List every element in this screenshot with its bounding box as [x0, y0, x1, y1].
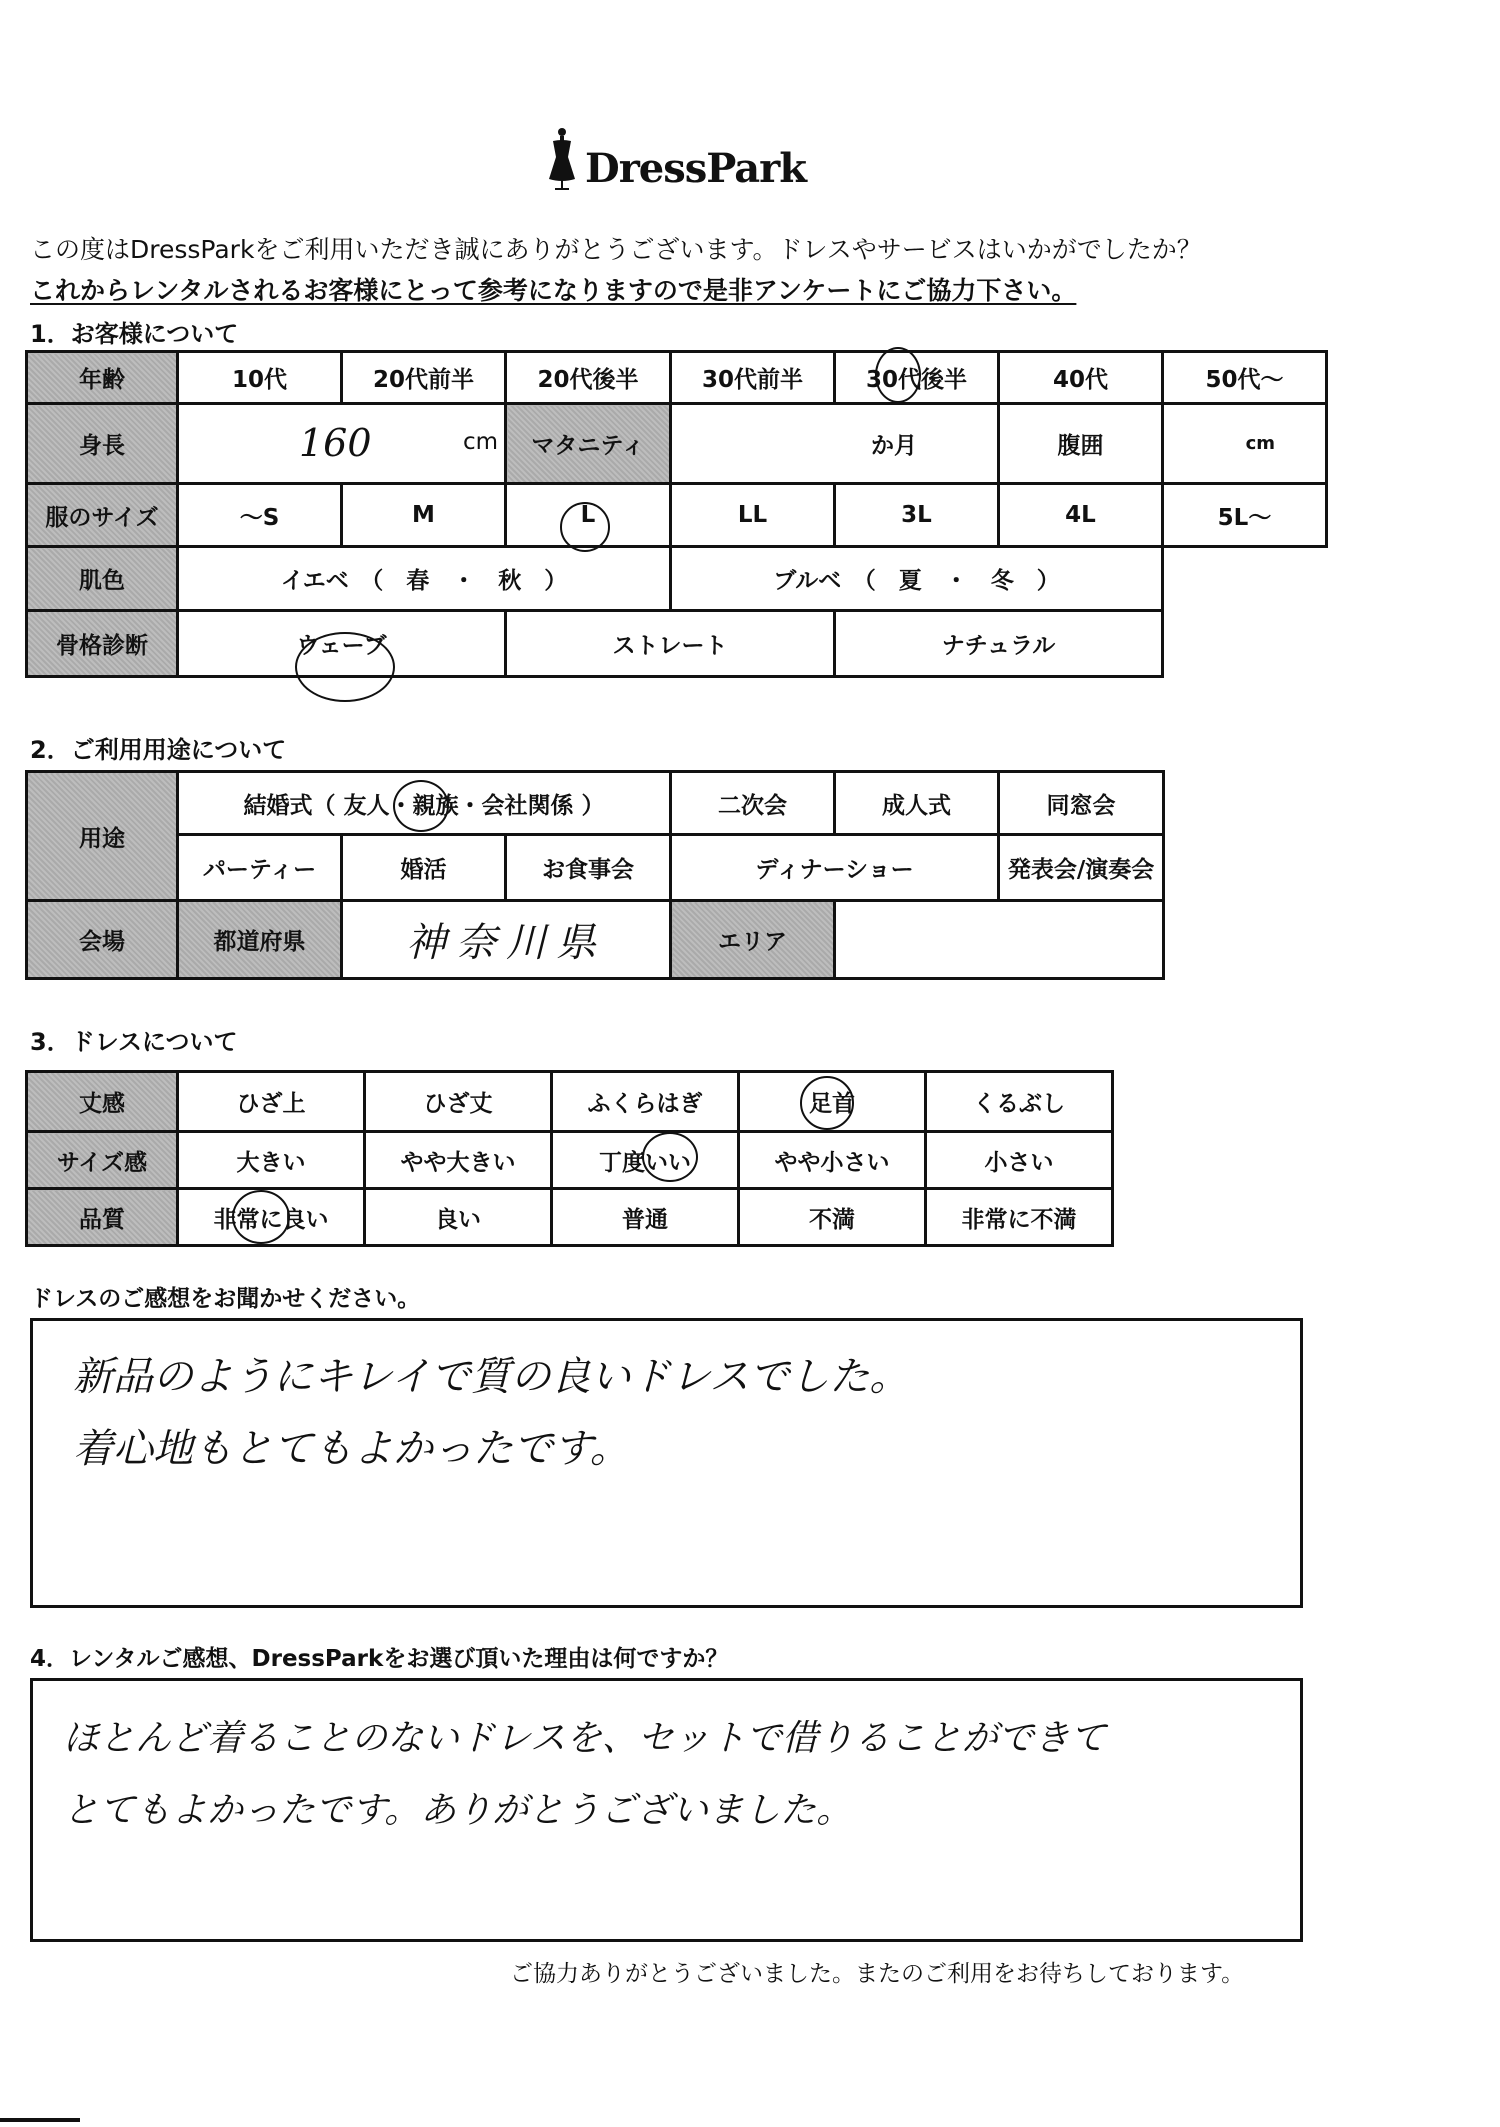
reason-comment-line2: とてもよかったです。ありがとうございました。 [63, 1790, 853, 1831]
dress-comment-box[interactable] [30, 1318, 1303, 1608]
age-option[interactable]: 20代前半 [342, 352, 506, 404]
usage-option[interactable]: ディナーショー [671, 835, 999, 901]
waist-unit: cm [1245, 433, 1275, 454]
bottom-scan-edge [0, 2118, 80, 2122]
length-label: 丈感 [27, 1072, 178, 1132]
size-option[interactable]: 4L [999, 484, 1163, 547]
length-option[interactable]: ひざ丈 [365, 1072, 552, 1132]
usage-option[interactable]: 二次会 [671, 772, 835, 835]
dresspark-logo [545, 125, 805, 195]
intro-text: この度はDressParkをご利用いただき誠にありがとうございます。ドレスやサービスはいかがでしたか？ [30, 235, 1202, 264]
body-type-label: 骨格診断 [27, 611, 178, 677]
length-option[interactable]: くるぶし [926, 1072, 1113, 1132]
section2-title: 2．ご利用用途について [30, 736, 287, 764]
dress-comment-line2: 着心地もとてもよかったです。 [73, 1426, 630, 1472]
customer-info-table [25, 350, 1328, 678]
quality-row [27, 1189, 1113, 1246]
usage-option[interactable]: 発表会/演奏会 [999, 835, 1164, 901]
height-unit: cm [462, 429, 498, 455]
age-option[interactable]: 10代 [178, 352, 342, 404]
age-label: 年齢 [27, 352, 178, 404]
size-option[interactable]: 5L～ [1163, 484, 1327, 547]
prefecture-label: 都道府県 [178, 901, 342, 979]
length-row [27, 1072, 1113, 1132]
body-type-option[interactable]: ナチュラル [835, 611, 1163, 677]
month-unit: か月 [871, 433, 917, 459]
age-row [27, 352, 1327, 404]
area-label: エリア [671, 901, 835, 979]
skin-option-yellow[interactable]: イエベ （ 春 ・ 秋 ） [178, 547, 671, 611]
reason-comment-line1: ほとんど着ることのないドレスを、セットで借りることができて [63, 1718, 1106, 1759]
height-label: 身長 [27, 404, 178, 484]
empty-cell [1163, 611, 1327, 677]
reason-comment-box[interactable] [30, 1678, 1303, 1942]
prefecture-field[interactable] [342, 901, 671, 979]
length-option-selected[interactable]: 足首 [739, 1072, 926, 1132]
usage-label: 用途 [27, 772, 178, 901]
size-option[interactable]: 3L [835, 484, 999, 547]
maternity-field[interactable] [671, 404, 999, 484]
length-option[interactable]: ひざ上 [178, 1072, 365, 1132]
usage-option[interactable]: 同窓会 [999, 772, 1164, 835]
venue-row [27, 901, 1164, 979]
section1-title: 1．お客様について [30, 320, 239, 348]
age-option[interactable]: 50代～ [1163, 352, 1327, 404]
size-row [27, 484, 1327, 547]
size-label: 服のサイズ [27, 484, 178, 547]
body-type-row [27, 611, 1327, 677]
usage-option[interactable]: お食事会 [506, 835, 671, 901]
dress-comment-prompt: ドレスのご感想をお聞かせください。 [30, 1286, 421, 1312]
waist-field[interactable] [1163, 404, 1327, 484]
fit-row [27, 1132, 1113, 1189]
thank-you-footer: ご協力ありがとうございました。またのご利用をお待ちしております。 [510, 1961, 1245, 1987]
quality-label: 品質 [27, 1189, 178, 1246]
age-option[interactable]: 20代後半 [506, 352, 671, 404]
empty-cell [1163, 547, 1327, 611]
quality-option[interactable]: 普通 [552, 1189, 739, 1246]
quality-option[interactable]: 良い [365, 1189, 552, 1246]
size-option-selected[interactable]: L [506, 484, 671, 547]
size-option[interactable]: ～S [178, 484, 342, 547]
venue-label: 会場 [27, 901, 178, 979]
dress-feedback-table [25, 1070, 1114, 1247]
dress-comment-line1: 新品のようにキレイで質の良いドレスでした。 [73, 1354, 910, 1400]
length-option[interactable]: ふくらはぎ [552, 1072, 739, 1132]
usage-option[interactable]: パーティー [178, 835, 342, 901]
usage-row-1 [27, 772, 1164, 835]
section4-title: 4．レンタルご感想、DressParkをお選び頂いた理由は何ですか？ [30, 1646, 729, 1672]
fit-option[interactable]: 大きい [178, 1132, 365, 1189]
fit-option[interactable]: やや小さい [739, 1132, 926, 1189]
age-option[interactable]: 30代前半 [671, 352, 835, 404]
height-field[interactable] [178, 404, 506, 484]
age-option-selected[interactable]: 30代後半 [835, 352, 999, 404]
fit-label: サイズ感 [27, 1132, 178, 1189]
logo-text: DressPark [585, 145, 806, 192]
skin-label: 肌色 [27, 547, 178, 611]
area-field[interactable] [835, 901, 1164, 979]
usage-table [25, 770, 1165, 980]
quality-option[interactable]: 不満 [739, 1189, 926, 1246]
prefecture-value: 神奈川県 [406, 920, 607, 966]
usage-option[interactable]: 成人式 [835, 772, 999, 835]
quality-option-selected[interactable]: 非常に良い [178, 1189, 365, 1246]
height-value: 160 [299, 421, 372, 465]
size-option[interactable]: M [342, 484, 506, 547]
skin-row [27, 547, 1327, 611]
body-type-option[interactable]: ストレート [506, 611, 835, 677]
usage-option[interactable]: 婚活 [342, 835, 506, 901]
usage-row-2 [27, 835, 1164, 901]
intro-request: これからレンタルされるお客様にとって参考になりますので是非アンケートにご協力下さい。 [30, 276, 1077, 305]
waist-label: 腹囲 [999, 404, 1163, 484]
maternity-label: マタニティ [506, 404, 671, 484]
size-option[interactable]: LL [671, 484, 835, 547]
skin-option-blue[interactable]: ブルベ （ 夏 ・ 冬 ） [671, 547, 1163, 611]
height-row [27, 404, 1327, 484]
fit-option-selected[interactable]: 丁度いい [552, 1132, 739, 1189]
quality-option[interactable]: 非常に不満 [926, 1189, 1113, 1246]
usage-option-wedding[interactable]: 結婚式（ 友人・親族・会社関係 ） [178, 772, 671, 835]
section3-title: 3．ドレスについて [30, 1028, 238, 1056]
dress-form-icon [545, 127, 579, 191]
fit-option[interactable]: 小さい [926, 1132, 1113, 1189]
body-type-option-selected[interactable]: ウェーブ [178, 611, 506, 677]
fit-option[interactable]: やや大きい [365, 1132, 552, 1189]
age-option[interactable]: 40代 [999, 352, 1163, 404]
